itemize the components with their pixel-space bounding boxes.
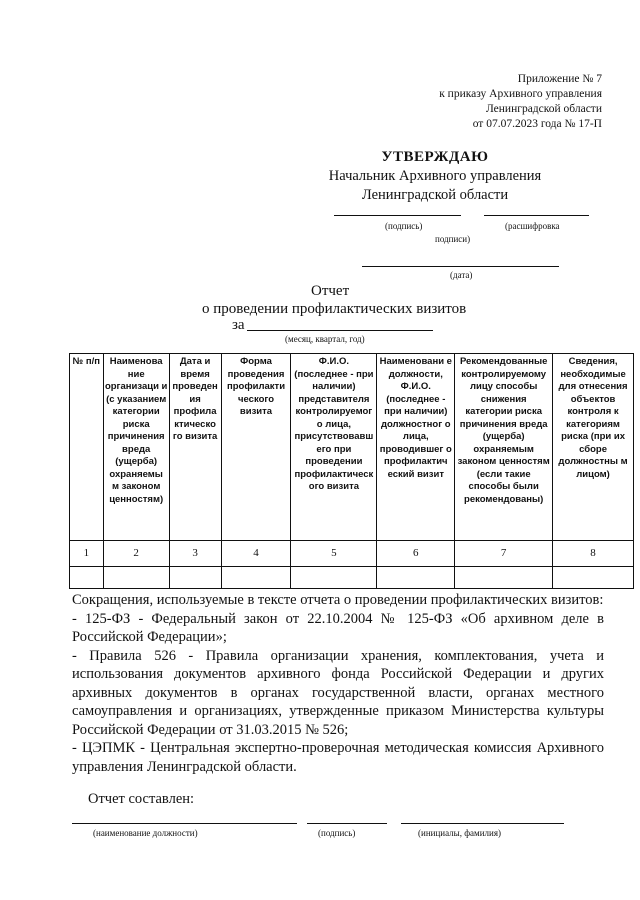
approval-block [300, 148, 570, 205]
column-number: 3 [169, 541, 221, 567]
header-cell: Рекомендованные контролируемому лицу способы снижения категории риска причинения вреда (ущерба) охраняемым законом ценностям (если такие способы были рекомендованы) [455, 354, 553, 541]
appendix-line-3: Ленинградской области [485, 103, 602, 115]
header-cell: Дата и время проведен ия профила ктическо го визита [169, 354, 221, 541]
appendix-line-1: Приложение № 7 [517, 73, 602, 85]
table-header-row [70, 354, 634, 541]
approval-date-line [362, 266, 559, 267]
table-row [70, 567, 634, 589]
report-title: Отчет [311, 283, 350, 299]
header-cell: Ф.И.О. (последнее - при наличии) представителя контролируемог о лица, присутствовавш его при проведении профилактическ ого визита [291, 354, 377, 541]
header-cell: Наименова ние организаци и (с указанием категории риска причинения вреда (ущерба) охраняемы м законом ценностям) [103, 354, 169, 541]
header-cell: Форма проведения профилакти ческого визита [221, 354, 291, 541]
approval-transcript-caption-1: (расшифровка [505, 221, 560, 231]
table-cell [291, 567, 377, 589]
header-cell: Сведения, необходимые для отнесения объектов контроля к категориям риска (при их сборе должностны м лицом) [553, 354, 634, 541]
approval-signature-line [334, 215, 461, 216]
footer-position-line [72, 823, 297, 824]
footer-position-caption: (наименование должности) [93, 828, 198, 838]
abbreviation-item: - ЦЭПМК - Центральная экспертно-проверочная методическая комиссия Архивного управления Ленинградской области. [72, 740, 604, 775]
footer-name-caption: (инициалы, фамилия) [418, 828, 501, 838]
appendix-line-2: к приказу Архивного управления [439, 88, 602, 100]
table-cell [377, 567, 455, 589]
appendix-line-4: от 07.07.2023 года № 17-П [472, 118, 602, 130]
compiled-label: Отчет составлен: [88, 791, 195, 807]
footer-signature-line [307, 823, 387, 824]
abbreviations-intro: Сокращения, используемые в тексте отчета о проведении профилактических визитов: [72, 592, 604, 608]
table-cell [221, 567, 291, 589]
approval-signature-caption: (подпись) [385, 221, 423, 231]
report-period-prefix: за [232, 317, 245, 333]
table-number-row [70, 541, 634, 567]
footer-name-line [401, 823, 564, 824]
approval-date-caption: (дата) [450, 270, 473, 280]
column-number: 2 [103, 541, 169, 567]
table-cell [103, 567, 169, 589]
table-cell [553, 567, 634, 589]
header-cell: № п/п [70, 354, 104, 541]
abbreviations-block [72, 591, 604, 776]
column-number: 6 [377, 541, 455, 567]
approval-transcript-caption-2: подписи) [435, 234, 471, 244]
column-number: 7 [455, 541, 553, 567]
table-cell [169, 567, 221, 589]
table-cell [70, 567, 104, 589]
footer-signature-caption: (подпись) [318, 828, 356, 838]
column-number: 5 [291, 541, 377, 567]
report-period-line [247, 330, 433, 331]
report-table [69, 353, 634, 589]
header-cell: Наименовани е должности, Ф.И.О. (последнее - при наличии) должностног о лица, проводившег о профилактич еский визит [377, 354, 455, 541]
column-number: 8 [553, 541, 634, 567]
column-number: 1 [70, 541, 104, 567]
abbreviation-item: - Правила 526 - Правила организации хранения, комплектования, учета и использования документов архивного фонда Российской Федерации и других архивных документов в органах государственной власти, органах местного самоуправления и организациях, утвержденные приказом Министерства культуры Российской Федерации от 31.03.2015 № 526; [72, 647, 604, 738]
column-number: 4 [221, 541, 291, 567]
approval-transcript-line [484, 215, 589, 216]
abbreviation-item: - 125-ФЗ - Федеральный закон от 22.10.2004 № 125-ФЗ «Об архивном деле в Российской Федерации»; [72, 610, 604, 645]
appendix-block [439, 72, 602, 132]
approval-heading: УТВЕРЖДАЮ [381, 149, 489, 165]
approval-position-line-1: Начальник Архивного управления [328, 168, 542, 184]
table-cell [455, 567, 553, 589]
report-period-caption: (месяц, квартал, год) [285, 334, 365, 344]
approval-position-line-2: Ленинградской области [361, 187, 509, 203]
report-subtitle: о проведении профилактических визитов [202, 301, 467, 317]
